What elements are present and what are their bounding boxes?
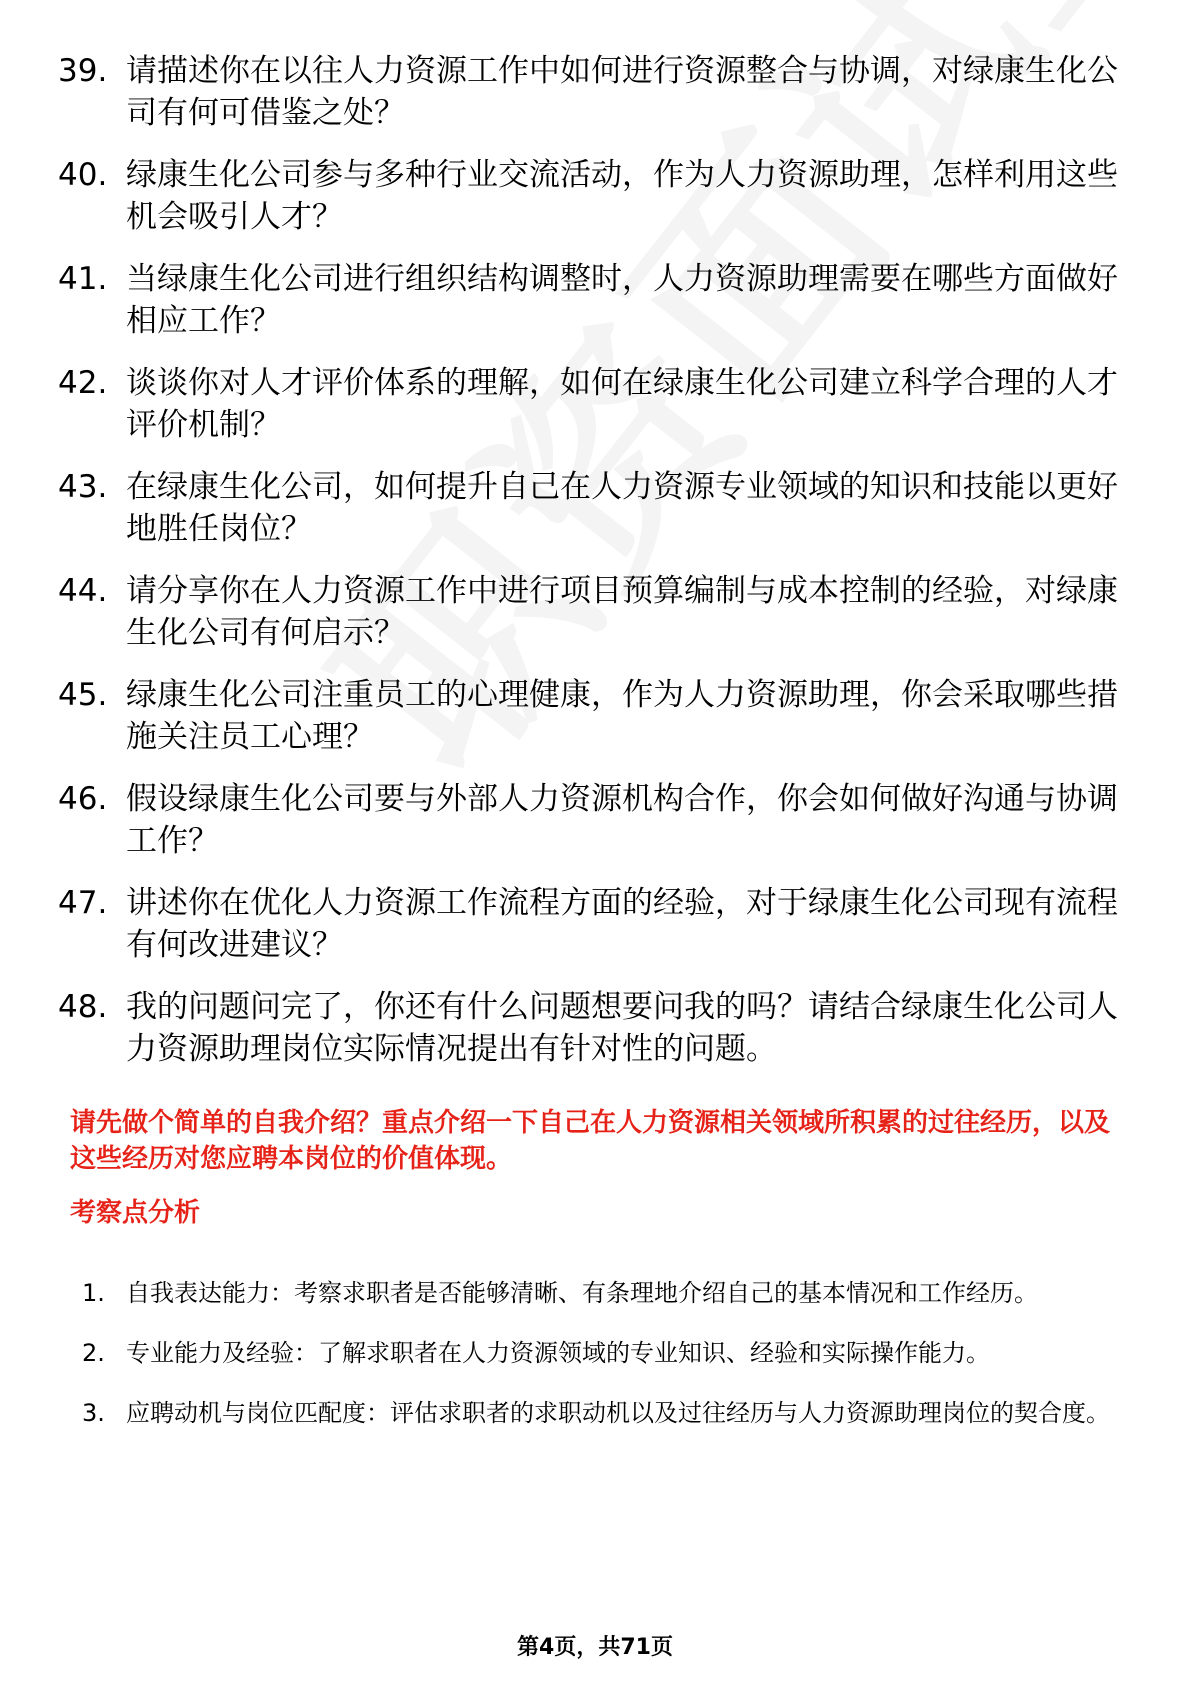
question-number: 45. [58,677,108,713]
question-number: 41. [58,261,108,297]
point-number: 3. [82,1399,105,1427]
highlight-question: 请先做个简单的自我介绍？重点介绍一下自己在人力资源相关领域所积累的过往经历，以及这些经历对您应聘本岗位的价值体现。 [70,1108,1111,1174]
list-item [58,362,1118,446]
question-number: 44. [58,573,108,609]
question-number: 43. [58,469,108,505]
list-item [58,258,1118,342]
question-number: 42. [58,365,108,401]
list-item [58,674,1118,758]
list-item [58,882,1118,966]
question-text: 假设绿康生化公司要与外部人力资源机构合作，你会如何做好沟通与协调工作？ [126,781,1118,859]
point-text: 自我表达能力：考察求职者是否能够清晰、有条理地介绍自己的基本情况和工作经历。 [126,1279,1038,1307]
question-text: 在绿康生化公司，如何提升自己在人力资源专业领域的知识和技能以更好地胜任岗位？ [126,469,1118,547]
list-item [82,1265,1122,1322]
list-item [58,986,1118,1070]
point-text: 专业能力及经验：了解求职者在人力资源领域的专业知识、经验和实际操作能力。 [126,1339,990,1367]
question-number: 47. [58,885,108,921]
list-item [82,1325,1122,1382]
point-text: 应聘动机与岗位匹配度：评估求职者的求职动机以及过往经历与人力资源助理岗位的契合度。 [126,1399,1110,1427]
list-item [58,466,1118,550]
question-text: 我的问题问完了，你还有什么问题想要问我的吗？请结合绿康生化公司人力资源助理岗位实际情况提出有针对性的问题。 [126,989,1118,1067]
point-number: 1. [82,1279,105,1307]
question-number: 40. [58,157,108,193]
analysis-title: 考察点分析 [70,1198,201,1228]
question-text: 绿康生化公司参与多种行业交流活动，作为人力资源助理，怎样利用这些机会吸引人才？ [126,157,1118,235]
page-number: 第4页，共71页 [517,1635,673,1660]
list-item [58,50,1118,134]
question-text: 讲述你在优化人力资源工作流程方面的经验，对于绿康生化公司现有流程有何改进建议？ [126,885,1118,963]
list-item [58,154,1118,238]
list-item [82,1385,1122,1442]
question-text: 请分享你在人力资源工作中进行项目预算编制与成本控制的经验，对绿康生化公司有何启示？ [126,573,1118,651]
analysis-list [82,1265,1122,1445]
question-number: 48. [58,989,108,1025]
question-text: 当绿康生化公司进行组织结构调整时，人力资源助理需要在哪些方面做好相应工作？ [126,261,1118,339]
question-list [58,50,1118,1090]
list-item [58,778,1118,862]
list-item [58,570,1118,654]
question-text: 谈谈你对人才评价体系的理解，如何在绿康生化公司建立科学合理的人才评价机制？ [126,365,1118,443]
question-number: 46. [58,781,108,817]
question-number: 39. [58,53,108,89]
question-text: 请描述你在以往人力资源工作中如何进行资源整合与协调，对绿康生化公司有何可借鉴之处？ [126,53,1118,131]
question-text: 绿康生化公司注重员工的心理健康，作为人力资源助理，你会采取哪些措施关注员工心理？ [126,677,1118,755]
point-number: 2. [82,1339,105,1367]
